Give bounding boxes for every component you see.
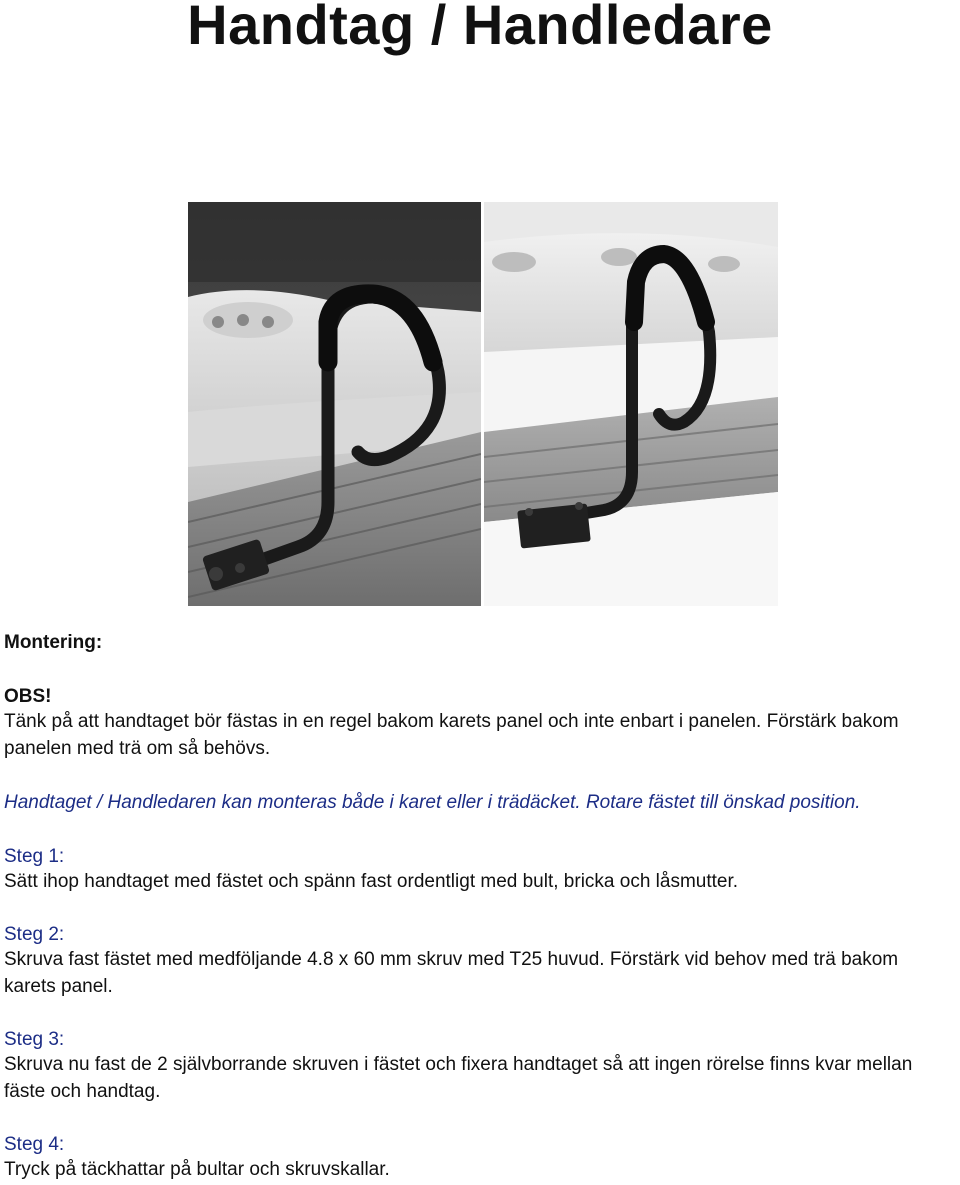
step-2-text: Skruva fast fästet med medföljande 4.8 x 60 mm skruv med T25 huvud. Förstärk vid behov med trä bakom karets panel.	[4, 949, 899, 997]
step-1-label: Steg 1:	[4, 846, 65, 867]
handrail-spa-photo	[188, 202, 481, 606]
step-4-label: Steg 4:	[4, 1134, 65, 1155]
obs-label: OBS!	[4, 686, 52, 707]
product-photos	[188, 202, 778, 606]
page-title: Handtag / Handledare	[187, 0, 773, 56]
step-3-text: Skruva nu fast de 2 självborrande skruven i fästet och fixera handtaget så att ingen rörelse finns kvar mellan fäste och handtag.	[4, 1054, 913, 1102]
mounting-note: Handtaget / Handledaren kan monteras både i karet eller i trädäcket. Rotare fästet till önskad position.	[4, 792, 861, 813]
step-1-text: Sätt ihop handtaget med fästet och spänn fast ordentligt med bult, bricka och låsmutter.	[4, 871, 739, 892]
handrail-deck-photo	[484, 202, 778, 606]
step-2-label: Steg 2:	[4, 924, 65, 945]
step-4-text: Tryck på täckhattar på bultar och skruvskallar.	[4, 1159, 390, 1180]
step-3-label: Steg 3:	[4, 1029, 65, 1050]
section-heading-montering: Montering:	[4, 632, 103, 653]
obs-text: Tänk på att handtaget bör fästas in en regel bakom karets panel och inte enbart i panelen. Förstärk bakom panelen med trä om så behövs.	[4, 711, 899, 759]
